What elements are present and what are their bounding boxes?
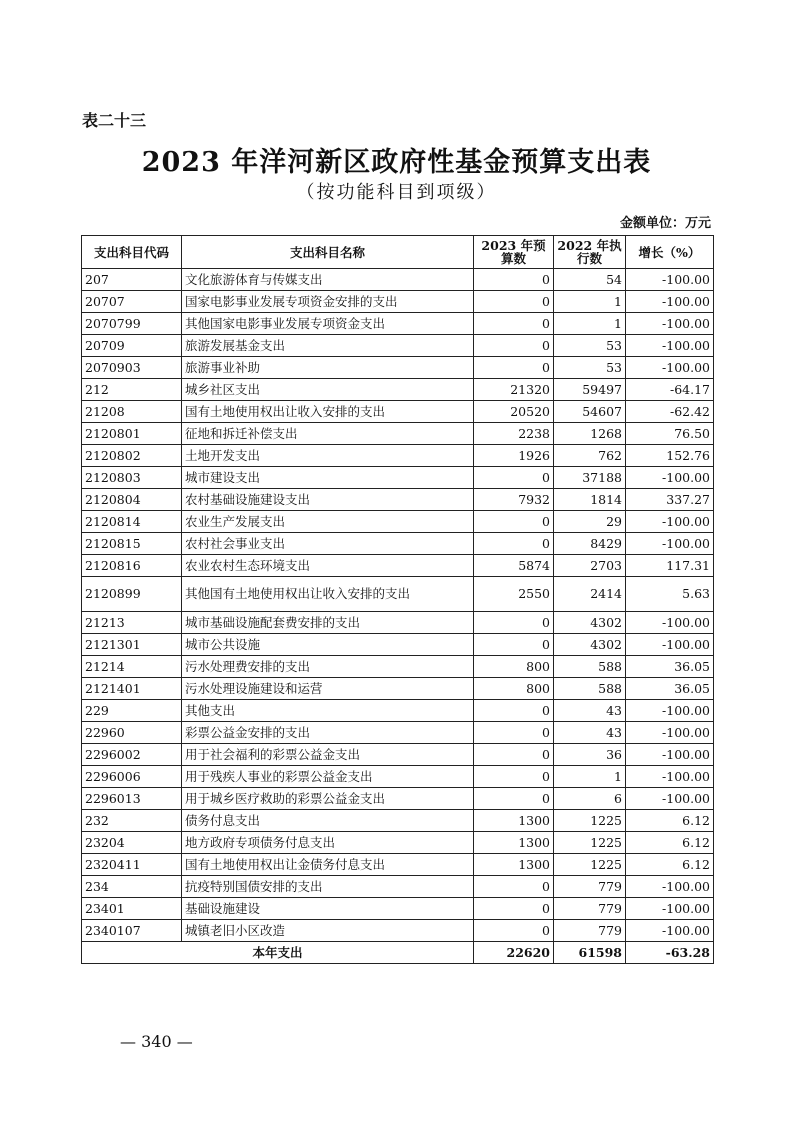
row-budget-2023: 0 — [474, 766, 554, 788]
total-exec-2022: 61598 — [554, 942, 626, 964]
row-exec-2022: 37188 — [554, 467, 626, 489]
row-code: 232 — [82, 810, 182, 832]
table-row — [82, 700, 714, 722]
row-budget-2023: 21320 — [474, 379, 554, 401]
row-name: 国有土地使用权出让金债务付息支出 — [182, 854, 474, 876]
table-row — [82, 577, 714, 612]
row-budget-2023: 20520 — [474, 401, 554, 423]
row-code: 2120899 — [82, 577, 182, 612]
row-growth: -100.00 — [626, 700, 714, 722]
row-code: 22960 — [82, 722, 182, 744]
row-budget-2023: 2238 — [474, 423, 554, 445]
table-row — [82, 832, 714, 854]
row-budget-2023: 0 — [474, 511, 554, 533]
row-name: 用于残疾人事业的彩票公益金支出 — [182, 766, 474, 788]
unit-label: 金额单位：万元 — [619, 216, 711, 231]
row-growth: -64.17 — [626, 379, 714, 401]
row-growth: -100.00 — [626, 898, 714, 920]
row-budget-2023: 0 — [474, 357, 554, 379]
row-code: 2120814 — [82, 511, 182, 533]
total-label: 本年支出 — [82, 942, 474, 964]
row-name: 农业生产发展支出 — [182, 511, 474, 533]
header-budget-2023: 2023 年预算数 — [474, 236, 554, 269]
total-growth: -63.28 — [626, 942, 714, 964]
row-exec-2022: 1225 — [554, 832, 626, 854]
row-code: 2070799 — [82, 313, 182, 335]
row-exec-2022: 43 — [554, 722, 626, 744]
row-exec-2022: 53 — [554, 335, 626, 357]
row-name: 土地开发支出 — [182, 445, 474, 467]
row-code: 21213 — [82, 612, 182, 634]
row-code: 2120816 — [82, 555, 182, 577]
row-growth: -100.00 — [626, 533, 714, 555]
row-exec-2022: 1 — [554, 313, 626, 335]
row-growth: -100.00 — [626, 634, 714, 656]
row-code: 212 — [82, 379, 182, 401]
table-row — [82, 423, 714, 445]
table-row — [82, 656, 714, 678]
row-exec-2022: 8429 — [554, 533, 626, 555]
row-growth: -100.00 — [626, 744, 714, 766]
row-name: 农业农村生态环境支出 — [182, 555, 474, 577]
row-exec-2022: 779 — [554, 898, 626, 920]
row-budget-2023: 0 — [474, 467, 554, 489]
row-exec-2022: 779 — [554, 920, 626, 942]
table-row — [82, 357, 714, 379]
row-name: 抗疫特别国债安排的支出 — [182, 876, 474, 898]
row-growth: -62.42 — [626, 401, 714, 423]
row-exec-2022: 588 — [554, 678, 626, 700]
row-code: 2296006 — [82, 766, 182, 788]
row-exec-2022: 1814 — [554, 489, 626, 511]
row-name: 债务付息支出 — [182, 810, 474, 832]
row-budget-2023: 1926 — [474, 445, 554, 467]
row-growth: 36.05 — [626, 678, 714, 700]
row-growth: -100.00 — [626, 467, 714, 489]
row-name: 农村社会事业支出 — [182, 533, 474, 555]
row-budget-2023: 0 — [474, 313, 554, 335]
table-row — [82, 634, 714, 656]
row-exec-2022: 6 — [554, 788, 626, 810]
row-name: 其他国家电影事业发展专项资金支出 — [182, 313, 474, 335]
row-code: 234 — [82, 876, 182, 898]
row-code: 2120803 — [82, 467, 182, 489]
row-exec-2022: 43 — [554, 700, 626, 722]
table-row — [82, 533, 714, 555]
row-name: 地方政府专项债务付息支出 — [182, 832, 474, 854]
row-exec-2022: 2703 — [554, 555, 626, 577]
row-growth: 6.12 — [626, 810, 714, 832]
row-name: 其他国有土地使用权出让收入安排的支出 — [182, 577, 474, 612]
row-name: 其他支出 — [182, 700, 474, 722]
header-code: 支出科目代码 — [82, 236, 182, 269]
row-budget-2023: 0 — [474, 291, 554, 313]
table-row — [82, 876, 714, 898]
row-exec-2022: 779 — [554, 876, 626, 898]
row-exec-2022: 2414 — [554, 577, 626, 612]
row-name: 污水处理费安排的支出 — [182, 656, 474, 678]
table-row — [82, 489, 714, 511]
table-row — [82, 555, 714, 577]
row-code: 20707 — [82, 291, 182, 313]
row-budget-2023: 0 — [474, 335, 554, 357]
table-row — [82, 766, 714, 788]
row-growth: -100.00 — [626, 766, 714, 788]
row-growth: -100.00 — [626, 269, 714, 291]
table-row — [82, 291, 714, 313]
row-growth: -100.00 — [626, 920, 714, 942]
row-name: 用于城乡医疗救助的彩票公益金支出 — [182, 788, 474, 810]
page-subtitle: （按功能科目到项级） — [296, 182, 497, 203]
page-number: — 340 — — [120, 1032, 193, 1051]
row-name: 旅游事业补助 — [182, 357, 474, 379]
row-code: 207 — [82, 269, 182, 291]
row-growth: -100.00 — [626, 511, 714, 533]
row-code: 20709 — [82, 335, 182, 357]
row-budget-2023: 2550 — [474, 577, 554, 612]
row-code: 2296013 — [82, 788, 182, 810]
row-name: 基础设施建设 — [182, 898, 474, 920]
row-budget-2023: 1300 — [474, 854, 554, 876]
row-name: 城市基础设施配套费安排的支出 — [182, 612, 474, 634]
row-exec-2022: 4302 — [554, 634, 626, 656]
row-growth: -100.00 — [626, 335, 714, 357]
row-exec-2022: 59497 — [554, 379, 626, 401]
row-exec-2022: 36 — [554, 744, 626, 766]
row-name: 文化旅游体育与传媒支出 — [182, 269, 474, 291]
row-budget-2023: 5874 — [474, 555, 554, 577]
row-growth: 6.12 — [626, 832, 714, 854]
table-row — [82, 920, 714, 942]
row-budget-2023: 0 — [474, 876, 554, 898]
table-row — [82, 445, 714, 467]
row-code: 2070903 — [82, 357, 182, 379]
row-name: 征地和拆迁补偿支出 — [182, 423, 474, 445]
row-growth: -100.00 — [626, 291, 714, 313]
row-code: 2340107 — [82, 920, 182, 942]
table-row — [82, 722, 714, 744]
row-budget-2023: 0 — [474, 920, 554, 942]
table-row — [82, 313, 714, 335]
row-name: 城市公共设施 — [182, 634, 474, 656]
row-budget-2023: 0 — [474, 898, 554, 920]
row-code: 23204 — [82, 832, 182, 854]
table-row — [82, 335, 714, 357]
row-growth: -100.00 — [626, 876, 714, 898]
row-budget-2023: 800 — [474, 678, 554, 700]
row-name: 城镇老旧小区改造 — [182, 920, 474, 942]
total-budget-2023: 22620 — [474, 942, 554, 964]
table-row — [82, 511, 714, 533]
row-name: 污水处理设施建设和运营 — [182, 678, 474, 700]
table-row — [82, 379, 714, 401]
row-exec-2022: 762 — [554, 445, 626, 467]
row-exec-2022: 1225 — [554, 854, 626, 876]
row-budget-2023: 0 — [474, 788, 554, 810]
row-exec-2022: 53 — [554, 357, 626, 379]
row-name: 旅游发展基金支出 — [182, 335, 474, 357]
row-growth: -100.00 — [626, 612, 714, 634]
table-row — [82, 854, 714, 876]
table-row — [82, 744, 714, 766]
row-name: 彩票公益金安排的支出 — [182, 722, 474, 744]
row-exec-2022: 1225 — [554, 810, 626, 832]
row-name: 农村基础设施建设支出 — [182, 489, 474, 511]
row-exec-2022: 54 — [554, 269, 626, 291]
row-growth: -100.00 — [626, 313, 714, 335]
row-budget-2023: 800 — [474, 656, 554, 678]
row-name: 国有土地使用权出让收入安排的支出 — [182, 401, 474, 423]
row-code: 21214 — [82, 656, 182, 678]
row-budget-2023: 0 — [474, 612, 554, 634]
row-code: 229 — [82, 700, 182, 722]
row-growth: 152.76 — [626, 445, 714, 467]
row-code: 2120815 — [82, 533, 182, 555]
table-row — [82, 269, 714, 291]
table-row — [82, 788, 714, 810]
row-exec-2022: 29 — [554, 511, 626, 533]
row-growth: -100.00 — [626, 357, 714, 379]
row-budget-2023: 1300 — [474, 810, 554, 832]
row-growth: 5.63 — [626, 577, 714, 612]
header-exec-2022: 2022 年执行数 — [554, 236, 626, 269]
header-row — [82, 236, 714, 269]
header-growth: 增长（%） — [626, 236, 714, 269]
row-growth: 117.31 — [626, 555, 714, 577]
row-code: 2320411 — [82, 854, 182, 876]
row-code: 2121401 — [82, 678, 182, 700]
page-title: 2023 年洋河新区政府性基金预算支出表 — [141, 147, 652, 178]
row-growth: 76.50 — [626, 423, 714, 445]
row-exec-2022: 1 — [554, 766, 626, 788]
row-name: 城市建设支出 — [182, 467, 474, 489]
row-budget-2023: 0 — [474, 269, 554, 291]
row-code: 23401 — [82, 898, 182, 920]
table-row — [82, 467, 714, 489]
row-budget-2023: 0 — [474, 634, 554, 656]
row-exec-2022: 1268 — [554, 423, 626, 445]
row-budget-2023: 0 — [474, 533, 554, 555]
row-code: 2121301 — [82, 634, 182, 656]
row-budget-2023: 7932 — [474, 489, 554, 511]
row-name: 用于社会福利的彩票公益金支出 — [182, 744, 474, 766]
row-growth: -100.00 — [626, 722, 714, 744]
table-row — [82, 810, 714, 832]
total-row — [82, 942, 714, 964]
row-code: 2120801 — [82, 423, 182, 445]
row-growth: 6.12 — [626, 854, 714, 876]
row-exec-2022: 4302 — [554, 612, 626, 634]
table-row — [82, 612, 714, 634]
table-row — [82, 401, 714, 423]
table-row — [82, 898, 714, 920]
row-budget-2023: 0 — [474, 722, 554, 744]
table-label: 表二十三 — [82, 111, 147, 130]
row-exec-2022: 1 — [554, 291, 626, 313]
row-name: 国家电影事业发展专项资金安排的支出 — [182, 291, 474, 313]
row-exec-2022: 54607 — [554, 401, 626, 423]
row-name: 城乡社区支出 — [182, 379, 474, 401]
row-growth: 337.27 — [626, 489, 714, 511]
row-code: 2296002 — [82, 744, 182, 766]
row-code: 2120804 — [82, 489, 182, 511]
header-name: 支出科目名称 — [182, 236, 474, 269]
row-budget-2023: 0 — [474, 700, 554, 722]
row-exec-2022: 588 — [554, 656, 626, 678]
row-budget-2023: 0 — [474, 744, 554, 766]
row-growth: -100.00 — [626, 788, 714, 810]
row-code: 21208 — [82, 401, 182, 423]
budget-table — [81, 235, 714, 964]
row-budget-2023: 1300 — [474, 832, 554, 854]
table-row — [82, 678, 714, 700]
row-code: 2120802 — [82, 445, 182, 467]
row-growth: 36.05 — [626, 656, 714, 678]
